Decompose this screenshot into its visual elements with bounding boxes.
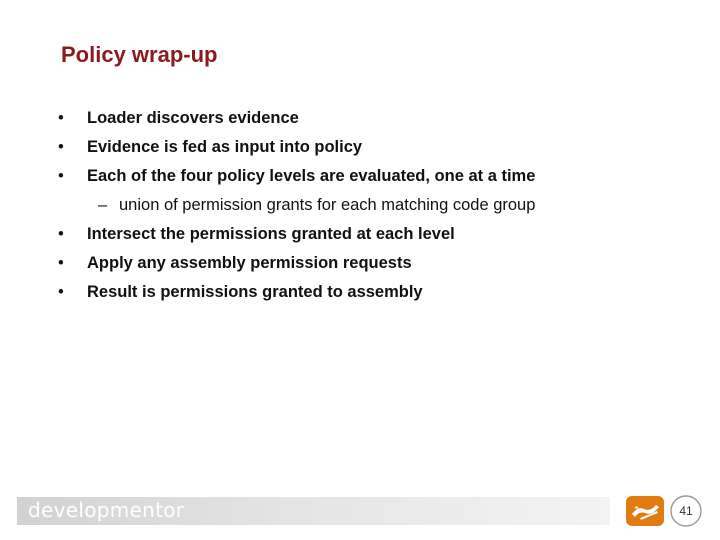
- brand-wordmark: developmentor: [28, 498, 185, 522]
- bullet-text: Evidence is fed as input into policy: [87, 138, 363, 156]
- bullet-text: Loader discovers evidence: [87, 109, 299, 127]
- developmentor-logo-icon: [626, 496, 664, 526]
- bullet-text: Apply any assembly permission requests: [87, 254, 412, 272]
- bullet-text: Each of the four policy levels are evaluated, one at a time: [87, 167, 536, 185]
- bullet-mark: •: [58, 138, 64, 156]
- slide-title: Policy wrap-up: [61, 42, 218, 67]
- bullet-text: Intersect the permissions granted at each level: [87, 225, 455, 243]
- bullet-mark: •: [58, 109, 64, 127]
- sub-bullet-text: union of permission grants for each matching code group: [119, 196, 536, 214]
- page-number: 41: [679, 504, 693, 518]
- footer-bar: [17, 497, 610, 525]
- bullet-mark: •: [58, 283, 64, 301]
- bullet-mark: •: [58, 225, 64, 243]
- bullet-text: Result is permissions granted to assembly: [87, 283, 423, 301]
- bullet-mark: •: [58, 254, 64, 272]
- bullet-mark: •: [58, 167, 64, 185]
- sub-bullet-mark: –: [98, 196, 108, 214]
